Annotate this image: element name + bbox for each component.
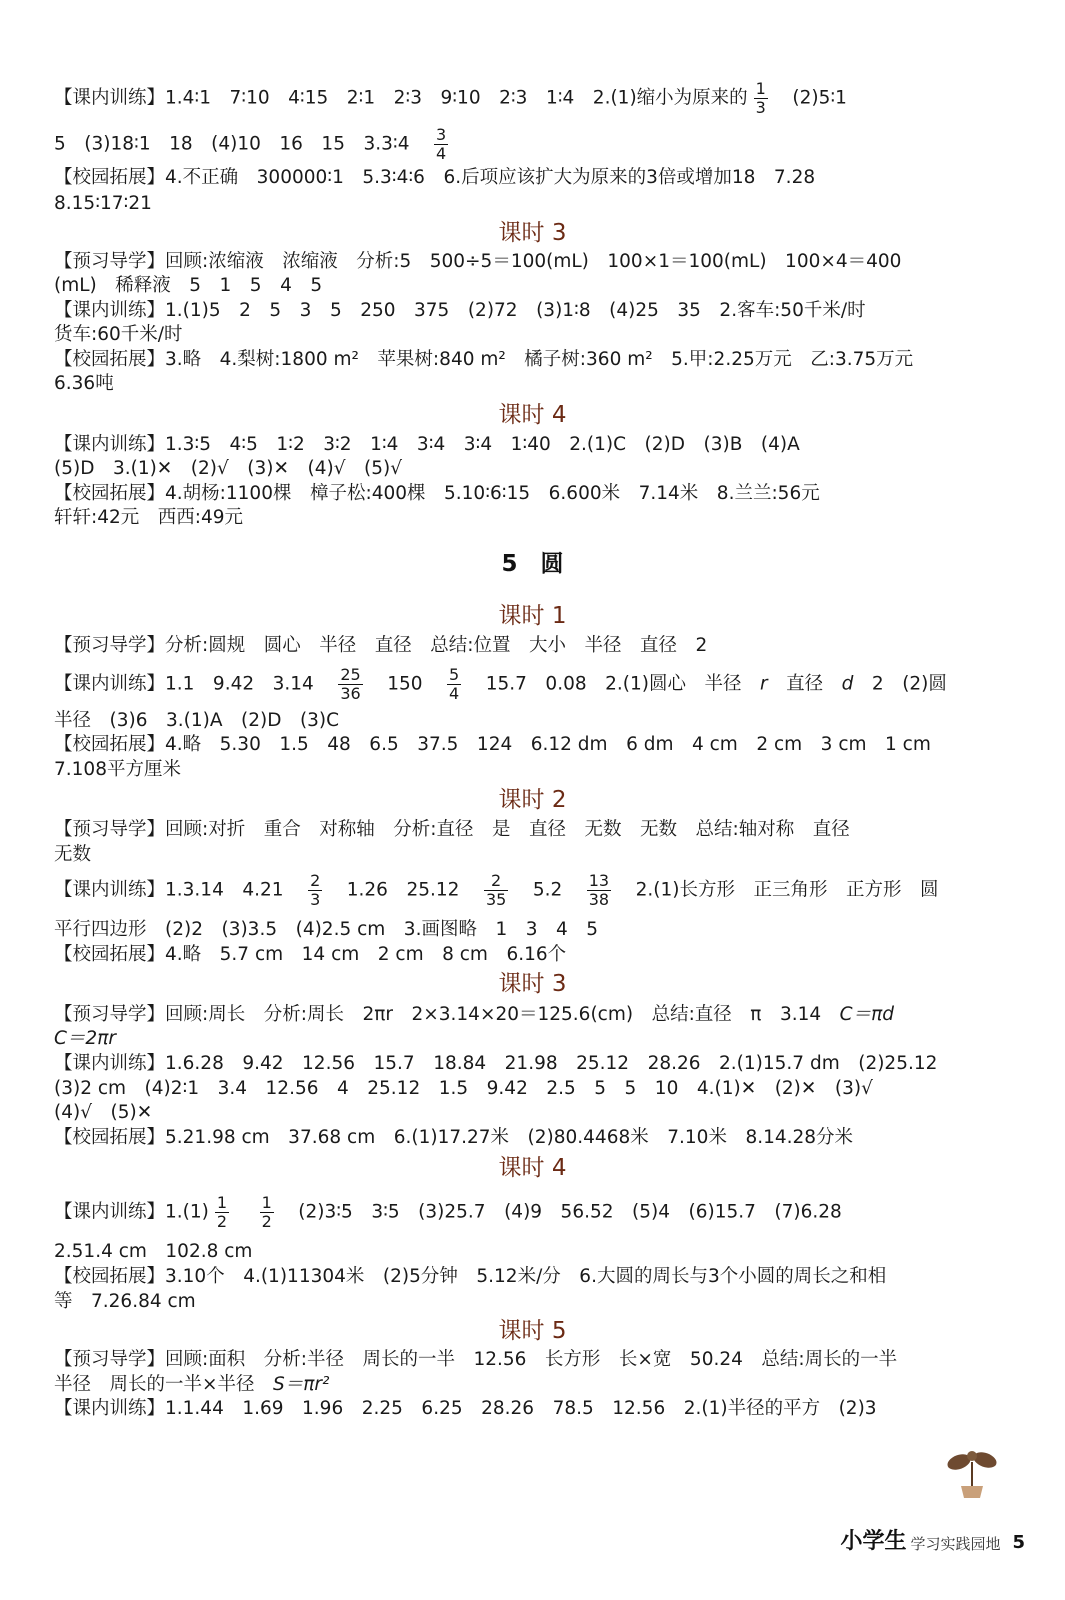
text-line: 【课内训练】1.1.44 1.69 1.96 2.25 6.25 28.26 78.5 12.56 2.(1)半径的平方 (2)3 (54, 1398, 877, 1419)
fraction: $\frac{1}{3}$ (755, 79, 766, 117)
text-line: 【预习导学】回顾:对折 重合 对称轴 分析:直径 是 直径 无数 无数 总结:轴对称 直径 (54, 819, 850, 840)
fraction: $\frac{2}{3}$ (310, 871, 321, 909)
text-line: 【预习导学】回顾:面积 分析:半径 周长的一半 12.56 长方形 长×宽 50.24 总结:周长的一半 (54, 1349, 898, 1370)
page-number: 5 (1012, 1532, 1025, 1553)
section-heading: 课时 3 (498, 220, 567, 246)
text-line: 【校园拓展】4.略 5.7 cm 14 cm 2 cm 8 cm 6.16个 (54, 944, 567, 965)
text-line: C＝2πr (54, 1028, 116, 1049)
text-line: (mL) 稀释液 5 1 5 4 5 (54, 275, 323, 296)
text-line: 【预习导学】回顾:浓缩液 浓缩液 分析:5 500÷5＝100(mL) 100×1＝100(mL) 100×4＝400 (54, 251, 902, 272)
text-line: 6.36吨 (54, 373, 114, 394)
plant-pot-icon (937, 1448, 1007, 1502)
fraction: $\frac{3}{4}$ (436, 125, 447, 163)
fraction: $\frac{25}{36}$ (340, 665, 361, 703)
chapter-title: 5 圆 (501, 551, 564, 577)
footer-brand (840, 1515, 1025, 1555)
text-line: 【预习导学】回顾:周长 分析:周长 2πr 2×3.14×20＝125.6(cm) 总结:直径 π 3.14 C＝πd (54, 1004, 894, 1025)
text-line: 货车:60千米/时 (54, 324, 183, 345)
brand-subtitle: 学习实践园地 (910, 1535, 1001, 1553)
text-line: 【课内训练】1.6.28 9.42 12.56 15.7 18.84 21.98 25.12 28.26 2.(1)15.7 dm (2)25.12 (54, 1053, 938, 1074)
section-heading: 课时 4 (498, 1155, 567, 1181)
brand-title: 小学生 (840, 1529, 907, 1554)
text-line: 轩轩:42元 西西:49元 (54, 507, 244, 528)
text-line: 【课内训练】1.3.14 4.21 $\frac{2}{3}$ 1.26 25.12 $\frac{2}{35}$ 5.2 $\frac{13}{38}$ 2.(1)长方形 正三角形 正方形 圆 (54, 871, 939, 909)
text-line: 【课内训练】1.4∶1 7∶10 4∶15 2∶1 2∶3 9∶10 2∶3 1∶4 2.(1)缩小为原来的 $\frac{1}{3}$ (2)5∶1 (54, 79, 847, 117)
text-line: 【校园拓展】3.略 4.梨树:1800 m² 苹果树:840 m² 橘子树:360 m² 5.甲:2.25万元 乙:3.75万元 (54, 349, 914, 370)
section-heading: 课时 1 (498, 603, 567, 629)
text-line: (4)√ (5)✕ (54, 1102, 153, 1123)
fraction: $\frac{13}{38}$ (588, 871, 610, 909)
text-line: 半径 (3)6 3.(1)A (2)D (3)C (54, 710, 340, 731)
text-line: 【课内训练】1.(1)5 2 5 3 5 250 375 (2)72 (3)1∶8 (4)25 35 2.客车:50千米/时 (54, 300, 866, 321)
fraction: $\frac{1}{2}$ (261, 1193, 272, 1231)
section-heading: 课时 2 (498, 787, 567, 813)
text-line: (5)D 3.(1)✕ (2)√ (3)✕ (4)√ (5)√ (54, 458, 402, 479)
text-line: 7.108平方厘米 (54, 759, 181, 780)
section-heading: 课时 5 (498, 1318, 567, 1344)
fraction: $\frac{2}{35}$ (485, 871, 507, 909)
text-line: 2.51.4 cm 102.8 cm (54, 1241, 253, 1262)
text-line: (3)2 cm (4)2∶1 3.4 12.56 4 25.12 1.5 9.42 2.5 5 5 10 4.(1)✕ (2)✕ (3)√ (54, 1078, 873, 1099)
text-line: 8.15∶17∶21 (54, 193, 152, 214)
text-line: 无数 (54, 844, 92, 865)
fraction: $\frac{1}{2}$ (216, 1193, 228, 1231)
text-line: 【校园拓展】5.21.98 cm 37.68 cm 6.(1)17.27米 (2)80.4468米 7.10米 8.14.28分米 (54, 1127, 854, 1148)
text-line: 等 7.26.84 cm (54, 1291, 196, 1312)
text-line: 【校园拓展】4.略 5.30 1.5 48 6.5 37.5 124 6.12 dm 6 dm 4 cm 2 cm 3 cm 1 cm (54, 734, 931, 755)
fraction: $\frac{5}{4}$ (449, 665, 460, 703)
text-line: 【校园拓展】3.10个 4.(1)11304米 (2)5分钟 5.12米/分 6.大圆的周长与3个小圆的周长之和相 (54, 1266, 887, 1287)
text-line: 【预习导学】分析:圆规 圆心 半径 直径 总结:位置 大小 半径 直径 2 (54, 635, 708, 656)
text-line: 半径 周长的一半×半径 S＝πr² (54, 1374, 330, 1395)
text-line: 【校园拓展】4.不正确 300000∶1 5.3∶4∶6 6.后项应该扩大为原来的3倍或增加18 7.28 (54, 167, 816, 188)
text-line: 5 (3)18∶1 18 (4)10 16 15 3.3∶4 $\frac{3}{4}$ (54, 125, 447, 163)
text-line: 【校园拓展】4.胡杨:1100棵 樟子松:400棵 5.10∶6∶15 6.600米 7.14米 8.兰兰:56元 (54, 483, 820, 504)
text-line: 【课内训练】1.(1) $\frac{1}{2}$ $\frac{1}{2}$ (2)3∶5 3∶5 (3)25.7 (4)9 56.52 (5)4 (6)15.7 (7)6.28 (54, 1193, 842, 1231)
text-line: 【课内训练】1.3∶5 4∶5 1∶2 3∶2 1∶4 3∶4 3∶4 1∶40 2.(1)C (2)D (3)B (4)A (54, 434, 800, 455)
section-heading: 课时 4 (498, 402, 567, 428)
section-heading: 课时 3 (498, 971, 567, 997)
text-line: 平行四边形 (2)2 (3)3.5 (4)2.5 cm 3.画图略 1 3 4 5 (54, 919, 599, 940)
text-line: 【课内训练】1.1 9.42 3.14 $\frac{25}{36}$ 150 $\frac{5}{4}$ 15.7 0.08 2.(1)圆心 半径 r 直径 d 2 (2)圆 (54, 665, 947, 703)
